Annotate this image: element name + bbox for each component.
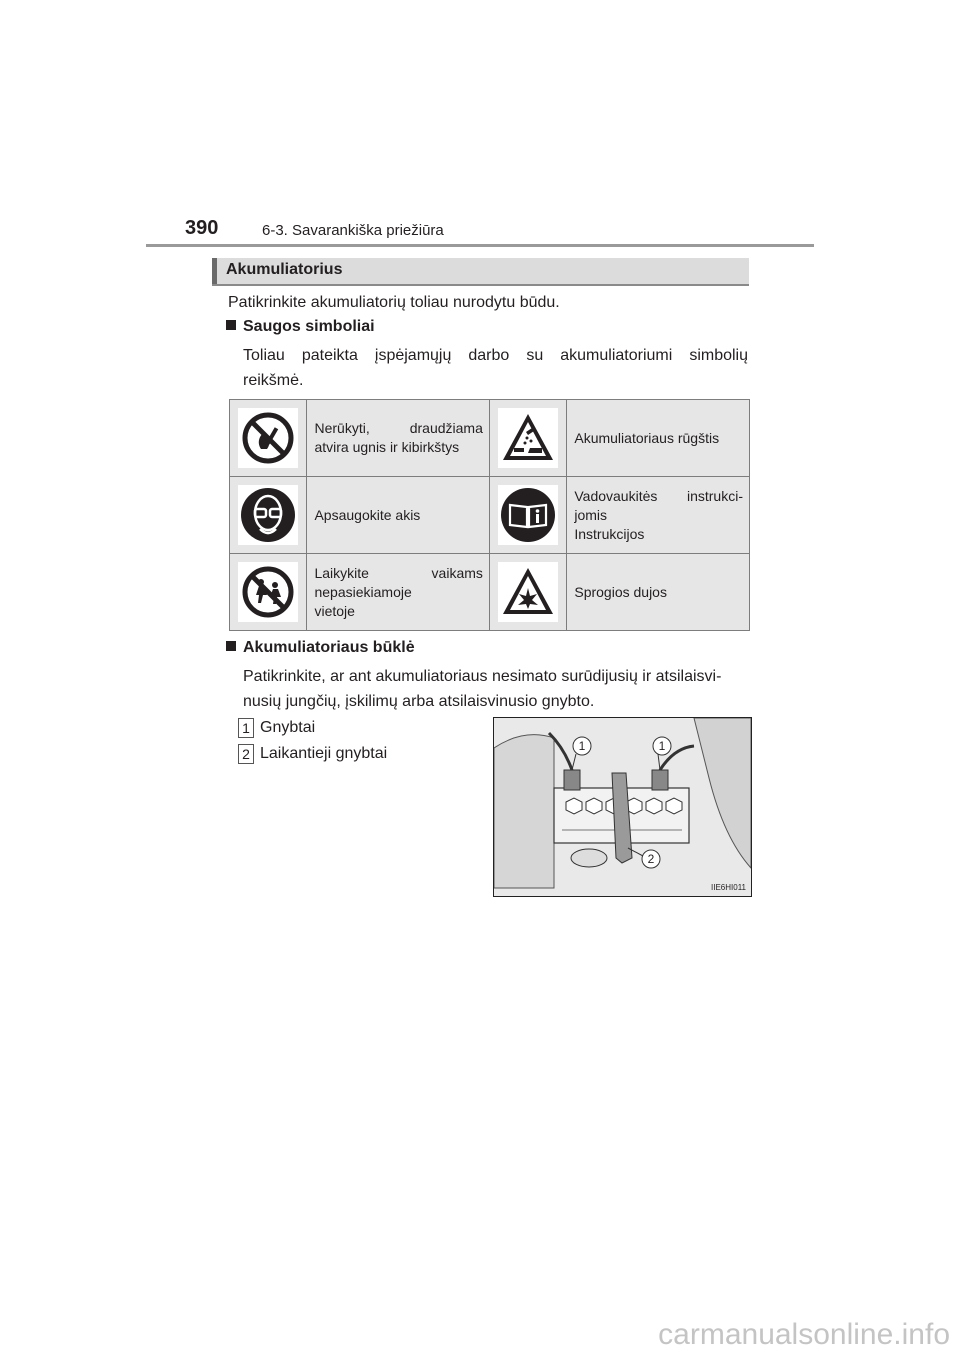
- keep-children-away-icon: [241, 565, 295, 619]
- symbol-label-line1: Apsaugokite akis: [314, 506, 421, 523]
- watermark: carmanualsonline.info: [658, 1318, 950, 1351]
- figure-code: IIE6HI011: [711, 883, 746, 892]
- symbol-text-cell: [307, 400, 489, 477]
- symbol-text-cell: [567, 554, 750, 631]
- table-row: [230, 477, 750, 554]
- symbol-label-line1: Akumuliatoriaus rūgštis: [574, 429, 720, 446]
- callout-number: 2: [647, 852, 655, 866]
- callout-number: 1: [658, 739, 666, 753]
- eye-protection-icon: [240, 487, 296, 543]
- battery-illustration: [493, 717, 752, 897]
- symbol-text-cell: [307, 477, 489, 554]
- symbol-label-line1: Laikykite vaikams: [314, 564, 483, 581]
- explosive-gas-icon: [500, 564, 556, 620]
- header-divider: [146, 244, 814, 247]
- page-number: 390: [185, 217, 219, 239]
- symbol-label-line1: Vadovaukitės instrukci-: [574, 487, 743, 504]
- battery-engine-bay-illustration: [494, 718, 751, 896]
- icon-cell: [230, 554, 307, 631]
- icon-cell: [489, 554, 566, 631]
- section-title: Akumuliatorius: [226, 261, 343, 278]
- safety-heading-text: Saugos simboliai: [243, 318, 375, 335]
- symbol-label-line2: atvira ugnis ir kibirkštys: [314, 439, 460, 455]
- intro-text: Patikrinkite akumuliatorių toliau nurodytu būdu.: [228, 294, 560, 311]
- battery-acid-icon: [500, 410, 556, 466]
- icon-cell: [489, 477, 566, 554]
- condition-heading-text: Akumuliatoriaus būklė: [243, 639, 415, 656]
- icon-cell: [230, 477, 307, 554]
- symbol-label-line2: nepasiekiamoje: [314, 583, 412, 600]
- legend-number-badge: 2: [238, 744, 254, 764]
- symbol-label-line3: Instrukcijos: [574, 525, 645, 542]
- chapter-title: 6-3. Savarankiška priežiūra: [262, 222, 444, 239]
- condition-heading: [226, 639, 415, 657]
- no-smoking-flame-icon: [241, 411, 295, 465]
- callout-number: 1: [578, 739, 586, 753]
- icon-cell: [230, 400, 307, 477]
- safety-description-line2: reikšmė.: [243, 372, 304, 389]
- symbol-label-line1: Sprogios dujos: [574, 583, 667, 600]
- bullet-square-icon: [226, 641, 236, 651]
- table-row: [230, 554, 750, 631]
- legend-label: Laikantieji gnybtai: [260, 745, 388, 762]
- safety-description-line1: Toliau pateikta įspėjamųjų darbo su akumuliatoriumi simbolių: [243, 347, 748, 364]
- condition-text-line2: nusių jungčių, įskilimų arba atsilaisvinusio gnybto.: [243, 693, 595, 710]
- legend-label: Gnybtai: [260, 719, 316, 736]
- section-heading-bar: [212, 258, 749, 286]
- safety-heading: [226, 318, 375, 336]
- condition-text-line1: Patikrinkite, ar ant akumuliatoriaus nesimato surūdijusių ir atsilaisvi-: [243, 668, 722, 685]
- safety-symbols-table: [229, 399, 750, 631]
- symbol-text-cell: [307, 554, 489, 631]
- legend-number-badge: 1: [238, 718, 254, 738]
- symbol-label-line1: Nerūkyti, draudžiama: [314, 420, 483, 436]
- bullet-square-icon: [226, 320, 236, 330]
- symbol-label-line2: jomis: [574, 506, 608, 523]
- read-instructions-icon: [500, 487, 556, 543]
- table-row: [230, 400, 750, 477]
- section-marker: [212, 258, 217, 284]
- symbol-label-line3: vietoje: [314, 602, 355, 619]
- icon-cell: [489, 400, 566, 477]
- symbol-text-cell: [567, 477, 750, 554]
- symbol-text-cell: [567, 400, 750, 477]
